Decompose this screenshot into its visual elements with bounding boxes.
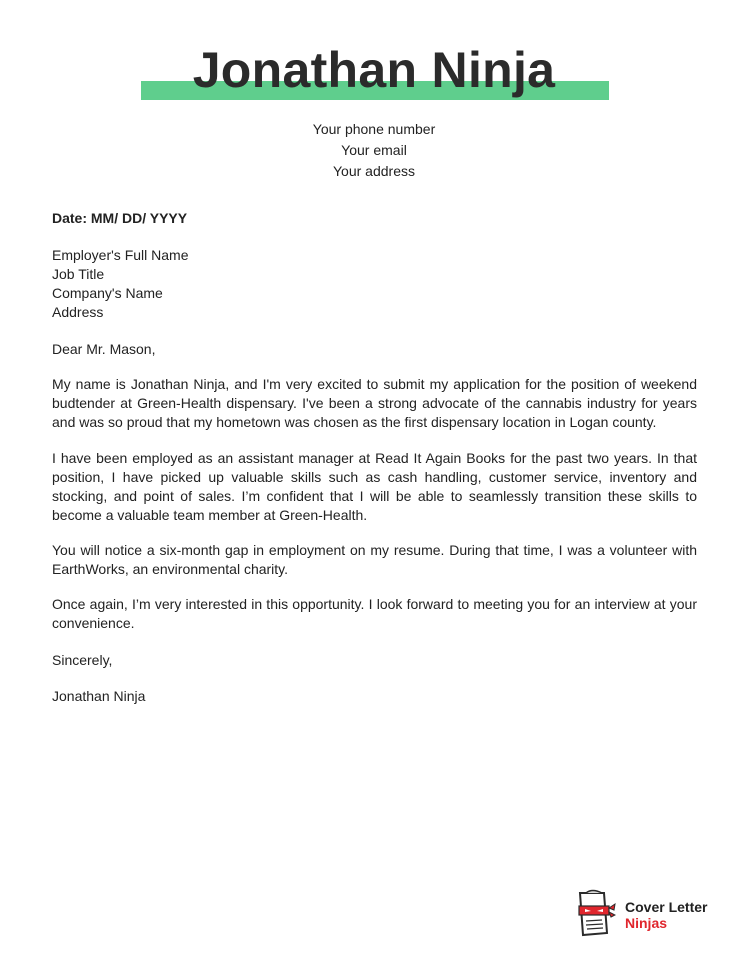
paragraph-experience: I have been employed as an assistant manager at Read It Again Books for the past two years. In that position, I have picked up valuable skills such as cash handling, customer service, inventory and stocking, and point of sales. I’m confident that I will be able to seamlessly transition these skills to become a valuable team member at Green-Health. [52, 450, 697, 523]
paragraph-closing: Once again, I’m very interested in this opportunity. I look forward to meeting you for an interview at your convenience. [52, 596, 697, 631]
ninja-icon [574, 889, 616, 937]
contact-block [0, 119, 748, 182]
employer-block [52, 246, 697, 322]
employer-job-title: Job Title [52, 266, 105, 282]
cover-letter-ninjas-logo [574, 889, 724, 937]
contact-address: Your address [333, 163, 415, 179]
logo-line1: Cover Letter [625, 899, 708, 915]
contact-phone: Your phone number [312, 121, 436, 137]
name-header [0, 40, 748, 104]
employer-company: Company's Name [52, 285, 163, 301]
applicant-name: Jonathan Ninja [192, 42, 556, 98]
employer-address: Address [52, 304, 104, 320]
letter-date: Date: MM/ DD/ YYYY [52, 210, 188, 226]
contact-email: Your email [341, 142, 407, 158]
closing: Sincerely, [52, 652, 113, 668]
signature: Jonathan Ninja [52, 688, 146, 704]
logo-line2: Ninjas [625, 915, 668, 931]
logo-text [625, 899, 707, 931]
salutation: Dear Mr. Mason, [52, 341, 156, 357]
employer-full-name: Employer's Full Name [52, 247, 189, 263]
paragraph-gap: You will notice a six-month gap in employment on my resume. During that time, I was a volunteer with EarthWorks, an environmental charity. [52, 542, 697, 577]
paragraph-intro: My name is Jonathan Ninja, and I'm very excited to submit my application for the position of weekend budtender at Green-Health dispensary. I've been a strong advocate of the cannabis industry for years and was so proud that my hometown was chosen as the first dispensary location in Logan county. [52, 376, 697, 430]
